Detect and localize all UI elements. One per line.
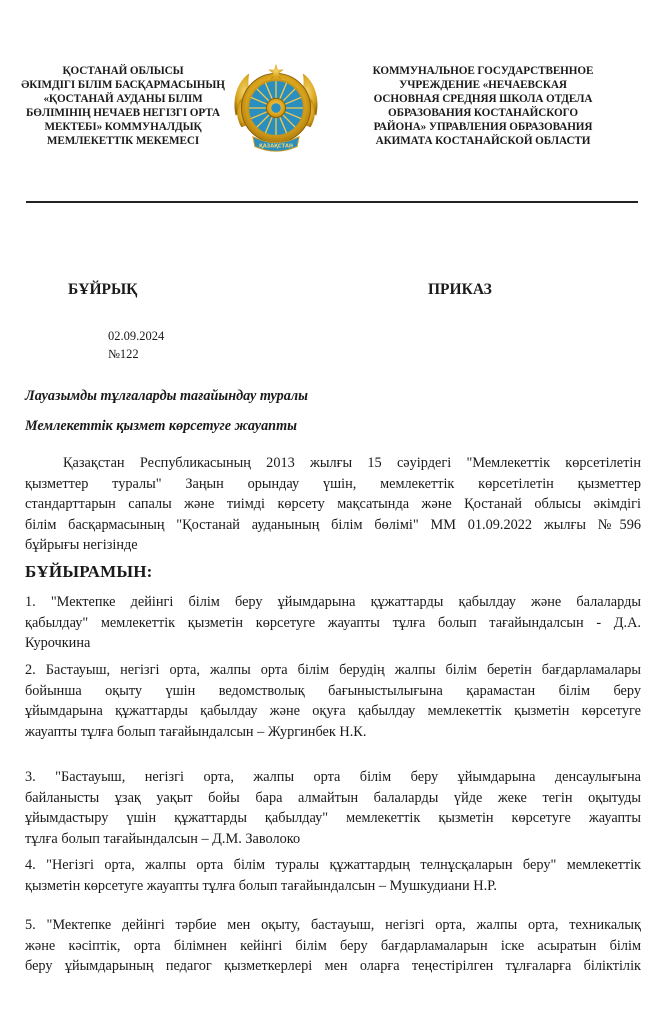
header-left-line: МЕКТЕБІ» КОММУНАЛДЫҚ bbox=[44, 121, 202, 133]
order-item-3 bbox=[25, 767, 641, 849]
intro-line: бұйрығы негізінде bbox=[25, 537, 138, 553]
item-line: ұйымдастыру үшін құжаттарды қабылдау" мемлекеттік қызметін көрсетуге жауапты bbox=[25, 810, 641, 826]
item-line: қабылдау" мемлекеттік қызметін көрсетуге жауапты тұлға болып тағайындалсын - Д.А. bbox=[25, 614, 641, 631]
header-right-line: КОММУНАЛЬНОЕ ГОСУДАРСТВЕННОЕ bbox=[372, 65, 594, 77]
order-item-1 bbox=[25, 592, 641, 654]
item-line: 5. "Мектепке дейінгі тәрбие мен оқыту, бастауыш, негізгі орта, жалпы орта, техникалық bbox=[25, 917, 641, 933]
intro-line: Қазақстан Республикасының 2013 жылғы 15 сәуірдегі "Мемлекеттік көрсетілетін bbox=[63, 455, 641, 471]
item-line: ұйымдарына құжаттарды қабылдау және оқуға қабылдау мемлекеттік қызметін көрсетуге bbox=[25, 703, 641, 719]
item-line: 4. "Негізгі орта, жалпы орта білім туралы құжаттардың телнұсқаларын беру" мемлекеттік bbox=[25, 857, 641, 873]
order-number: №122 bbox=[108, 347, 139, 361]
item-line: бойынша оқыту үшін ведомстволық бағыныстылығына қарамастан білім беру bbox=[25, 682, 641, 699]
item-line: байланысты ұзақ уақыт бойы бара алмайтын балаларды үйде жеке тегін оқытуды bbox=[25, 789, 641, 806]
intro-paragraph bbox=[25, 453, 641, 556]
header-left-line: ӘКІМДІГІ БІЛІМ БАСҚАРМАСЫНЫҢ bbox=[21, 79, 225, 91]
item-line: жауапты тұлға болып тағайындалсын – Жургинбек Н.К. bbox=[25, 723, 367, 740]
header-left-line: БӨЛІМІНІҢ НЕЧАЕВ НЕГІЗГІ ОРТА bbox=[26, 107, 220, 119]
item-line: 1. "Мектепке дейінгі білім беру ұйымдарына құжаттарды қабылдау және балаларды bbox=[25, 594, 641, 610]
order-item-2 bbox=[25, 660, 641, 742]
item-line: Курочкина bbox=[25, 635, 91, 651]
order-word-kazakh: БҰЙРЫҚ bbox=[68, 281, 138, 298]
item-line: 2. Бастауыш, негізгі орта, жалпы орта білім берудің жалпы білім беретін бағдарламалары bbox=[25, 662, 641, 678]
item-line: 3. "Бастауыш, негізгі орта, жалпы орта білім беру ұйымдарына денсаулығына bbox=[25, 769, 641, 785]
order-subtitle: Мемлекеттік қызмет көрсетуге жауапты bbox=[25, 418, 297, 434]
header-kazakh-org-name bbox=[18, 64, 228, 148]
header-right-line: ОСНОВНАЯ СРЕДНЯЯ ШКОЛА ОТДЕЛА bbox=[373, 93, 593, 105]
intro-line: стандарттарын сапалы және тиімді көрсету мақсатында және Қостанай облысы әкімдігі bbox=[25, 496, 641, 512]
order-item-5 bbox=[25, 915, 641, 977]
emblem-ribbon-label: ҚАЗАҚСТАН bbox=[258, 143, 294, 150]
item-line: және кәсіптік, орта білімнен кейінгі білім беру бағдарламаларын іске асыратын білім bbox=[25, 937, 641, 954]
order-date: 02.09.2024 bbox=[108, 329, 165, 343]
header-left-line: МЕМЛЕКЕТТІК МЕКЕМЕСІ bbox=[46, 135, 200, 147]
intro-line: қызметтер туралы" Заңын орындау үшін, мемлекеттік көрсетілетін қызметтер bbox=[25, 475, 641, 492]
intro-line: білім басқармасының "Қостанай ауданының білім бөлімі" ММ 01.09.2022 жылғы №596 bbox=[25, 516, 641, 533]
header-right-line: РАЙОНА» УПРАВЛЕНИЯ ОБРАЗОВАНИЯ bbox=[373, 121, 593, 133]
header-left-line: «ҚОСТАНАЙ АУДАНЫ БІЛІМ bbox=[43, 93, 203, 105]
item-line: қызметін көрсетуге жауапты тұлға болып тағайындалсын – Мушкудиани Н.Р. bbox=[25, 877, 497, 894]
header-left-line: ҚОСТАНАЙ ОБЛЫСЫ bbox=[62, 65, 184, 77]
order-item-4 bbox=[25, 855, 641, 896]
header-russian-org-name bbox=[352, 64, 614, 148]
state-emblem-icon bbox=[228, 60, 324, 156]
header-right-line: ОБРАЗОВАНИЯ КОСТАНАЙСКОГО bbox=[388, 107, 578, 119]
command-word: БҰЙЫРАМЫН: bbox=[25, 562, 153, 581]
item-line: тұлға болып тағайындалсын – Д.М. Заволоко bbox=[25, 830, 301, 847]
header-right-line: УЧРЕЖДЕНИЕ «НЕЧАЕВСКАЯ bbox=[399, 79, 567, 91]
header-divider bbox=[26, 201, 638, 203]
header-right-line: АКИМАТА КОСТАНАЙСКОЙ ОБЛАСТИ bbox=[375, 135, 591, 147]
order-word-russian: ПРИКАЗ bbox=[428, 281, 492, 298]
item-line: беру ұйымдарының педагог қызметкерлері мен оларға теңестірілген тұлғаларға біліктілік bbox=[25, 958, 641, 974]
order-title: Лауазымды тұлғаларды тағайындау туралы bbox=[25, 388, 308, 404]
